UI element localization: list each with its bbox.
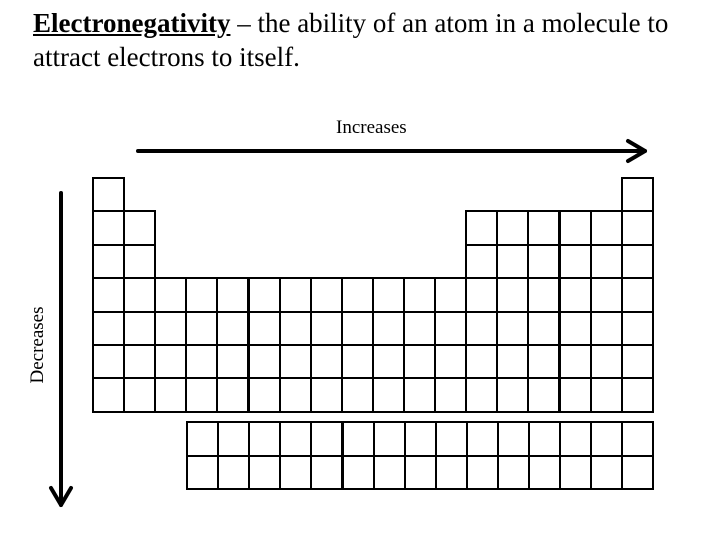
element-cell xyxy=(621,344,654,379)
element-cell xyxy=(527,344,560,379)
element-cell xyxy=(123,277,156,312)
element-cell xyxy=(372,277,405,312)
element-cell xyxy=(310,311,343,346)
element-cell xyxy=(559,244,592,279)
element-cell xyxy=(372,344,405,379)
element-cell xyxy=(434,277,467,312)
element-cell xyxy=(372,377,405,412)
decreases-label: Decreases xyxy=(27,306,48,384)
element-cell xyxy=(590,210,623,245)
element-cell xyxy=(154,311,187,346)
element-cell xyxy=(496,344,529,379)
f-block-cell xyxy=(497,455,530,491)
element-cell xyxy=(559,277,592,312)
f-block-cell xyxy=(186,455,219,491)
element-cell xyxy=(216,377,249,412)
element-cell xyxy=(92,177,125,212)
element-cell xyxy=(216,311,249,346)
element-cell xyxy=(123,311,156,346)
f-block-cell xyxy=(435,455,468,491)
element-cell xyxy=(496,311,529,346)
element-cell xyxy=(154,344,187,379)
element-cell xyxy=(92,344,125,379)
element-cell xyxy=(248,277,281,312)
element-cell xyxy=(310,277,343,312)
element-cell xyxy=(403,377,436,412)
element-cell xyxy=(92,210,125,245)
element-cell xyxy=(185,311,218,346)
element-cell xyxy=(154,277,187,312)
f-block-cell xyxy=(528,421,561,457)
element-cell xyxy=(279,277,312,312)
term-electronegativity: Electronegativity xyxy=(33,8,231,38)
element-cell xyxy=(496,377,529,412)
element-cell xyxy=(123,344,156,379)
element-cell xyxy=(248,344,281,379)
element-cell xyxy=(310,377,343,412)
element-cell xyxy=(434,377,467,412)
element-cell xyxy=(92,311,125,346)
element-cell xyxy=(434,344,467,379)
element-cell xyxy=(527,210,560,245)
element-cell xyxy=(403,277,436,312)
element-cell xyxy=(559,377,592,412)
element-cell xyxy=(92,377,125,412)
element-cell xyxy=(590,377,623,412)
element-cell xyxy=(590,277,623,312)
element-cell xyxy=(92,244,125,279)
f-block-cell xyxy=(248,455,281,491)
element-cell xyxy=(185,277,218,312)
f-block-cell xyxy=(590,421,623,457)
element-cell xyxy=(123,210,156,245)
element-cell xyxy=(465,210,498,245)
f-block-cell xyxy=(217,421,250,457)
element-cell xyxy=(621,377,654,412)
element-cell xyxy=(590,244,623,279)
element-cell xyxy=(527,377,560,412)
element-cell xyxy=(496,244,529,279)
element-cell xyxy=(621,210,654,245)
f-block-cell xyxy=(404,455,437,491)
f-block-cell xyxy=(373,455,406,491)
f-block-cell xyxy=(310,455,343,491)
f-block-cell xyxy=(466,455,499,491)
element-cell xyxy=(403,344,436,379)
f-block-cell xyxy=(279,455,312,491)
element-cell xyxy=(590,311,623,346)
element-cell xyxy=(621,177,654,212)
increases-label: Increases xyxy=(336,117,407,138)
f-block-cell xyxy=(310,421,343,457)
element-cell xyxy=(372,311,405,346)
element-cell xyxy=(403,311,436,346)
element-cell xyxy=(465,344,498,379)
f-block-cell xyxy=(435,421,468,457)
f-block-cell xyxy=(217,455,250,491)
element-cell xyxy=(185,377,218,412)
element-cell xyxy=(527,311,560,346)
element-cell xyxy=(465,277,498,312)
f-block-cell xyxy=(342,421,375,457)
element-cell xyxy=(154,377,187,412)
element-cell xyxy=(465,311,498,346)
element-cell xyxy=(559,311,592,346)
element-cell xyxy=(465,377,498,412)
f-block-cell xyxy=(279,421,312,457)
element-cell xyxy=(341,344,374,379)
element-cell xyxy=(123,377,156,412)
element-cell xyxy=(496,277,529,312)
element-cell xyxy=(216,277,249,312)
element-cell xyxy=(590,344,623,379)
f-block-cell xyxy=(248,421,281,457)
f-block-cell xyxy=(528,455,561,491)
f-block-cell xyxy=(186,421,219,457)
element-cell xyxy=(527,244,560,279)
element-cell xyxy=(310,344,343,379)
element-cell xyxy=(341,311,374,346)
element-cell xyxy=(185,344,218,379)
f-block-cell xyxy=(559,421,592,457)
f-block-cell xyxy=(497,421,530,457)
element-cell xyxy=(341,377,374,412)
element-cell xyxy=(279,344,312,379)
element-cell xyxy=(527,277,560,312)
f-block-cell xyxy=(466,421,499,457)
element-cell xyxy=(92,277,125,312)
element-cell xyxy=(248,377,281,412)
element-cell xyxy=(465,244,498,279)
f-block-cell xyxy=(559,455,592,491)
element-cell xyxy=(123,244,156,279)
element-cell xyxy=(621,311,654,346)
element-cell xyxy=(496,210,529,245)
term-definition: – the ability of an atom in a molecule to attract electrons to itself. xyxy=(33,8,669,72)
f-block-cell xyxy=(373,421,406,457)
f-block-cell xyxy=(621,455,654,491)
element-cell xyxy=(621,244,654,279)
element-cell xyxy=(248,311,281,346)
element-cell xyxy=(559,210,592,245)
element-cell xyxy=(341,277,374,312)
f-block-cell xyxy=(590,455,623,491)
element-cell xyxy=(621,277,654,312)
element-cell xyxy=(216,344,249,379)
f-block-cell xyxy=(621,421,654,457)
f-block-cell xyxy=(342,455,375,491)
f-block-cell xyxy=(404,421,437,457)
element-cell xyxy=(434,311,467,346)
element-cell xyxy=(279,311,312,346)
element-cell xyxy=(559,344,592,379)
element-cell xyxy=(279,377,312,412)
